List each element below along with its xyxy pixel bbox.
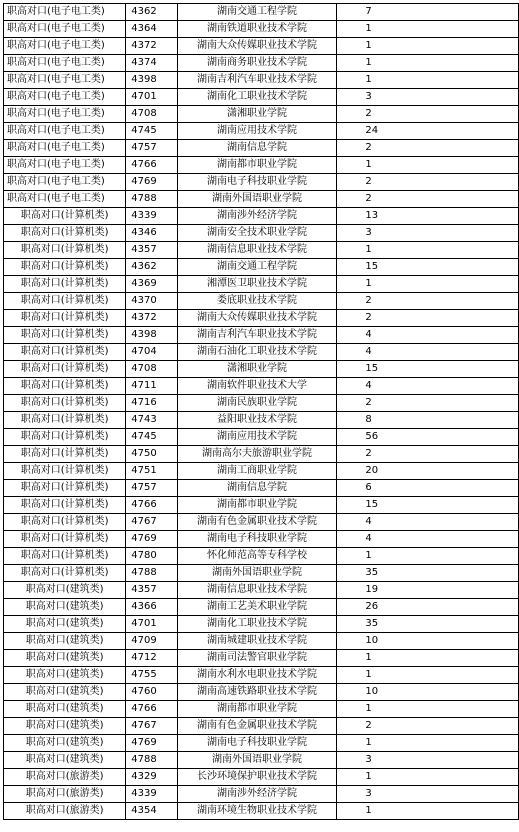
school-cell: 湖南都市职业学院 [177, 497, 337, 514]
table-row [4, 378, 519, 395]
count-cell: 10 [337, 633, 519, 650]
category-cell: 职高对口(计算机类) [4, 276, 126, 293]
category-cell: 职高对口(建筑类) [4, 735, 126, 752]
table-row [4, 429, 519, 446]
count-cell: 6 [337, 480, 519, 497]
count-cell: 35 [337, 616, 519, 633]
school-cell: 湖南电子科技职业学院 [177, 531, 337, 548]
school-cell: 湖南电子科技职业学院 [177, 735, 337, 752]
table-row [4, 242, 519, 259]
code-cell: 4362 [126, 259, 177, 276]
code-cell: 4769 [126, 735, 177, 752]
school-cell: 湖南吉利汽车职业技术学院 [177, 327, 337, 344]
count-cell: 35 [337, 565, 519, 582]
code-cell: 4757 [126, 480, 177, 497]
school-cell: 湖南环境生物职业技术学院 [177, 803, 337, 820]
table-row [4, 123, 519, 140]
code-cell: 4346 [126, 225, 177, 242]
count-cell: 1 [337, 803, 519, 820]
table-row [4, 21, 519, 38]
count-cell: 1 [337, 242, 519, 259]
category-cell: 职高对口(建筑类) [4, 701, 126, 718]
category-cell: 职高对口(建筑类) [4, 599, 126, 616]
school-cell: 湖南民族职业学院 [177, 395, 337, 412]
code-cell: 4767 [126, 718, 177, 735]
school-cell: 湖南工商职业学院 [177, 463, 337, 480]
school-cell: 湖南信息学院 [177, 140, 337, 157]
code-cell: 4354 [126, 803, 177, 820]
code-cell: 4339 [126, 208, 177, 225]
school-cell: 湖南化工职业技术学院 [177, 89, 337, 106]
table-row [4, 684, 519, 701]
count-cell: 13 [337, 208, 519, 225]
code-cell: 4766 [126, 157, 177, 174]
table-row [4, 667, 519, 684]
code-cell: 4767 [126, 514, 177, 531]
table-row [4, 497, 519, 514]
count-cell: 1 [337, 276, 519, 293]
count-cell: 24 [337, 123, 519, 140]
code-cell: 4750 [126, 446, 177, 463]
count-cell: 2 [337, 140, 519, 157]
category-cell: 职高对口(电子电工类) [4, 4, 126, 21]
table-row [4, 4, 519, 21]
category-cell: 职高对口(电子电工类) [4, 106, 126, 123]
code-cell: 4701 [126, 616, 177, 633]
table-row [4, 565, 519, 582]
code-cell: 4357 [126, 242, 177, 259]
count-cell: 3 [337, 786, 519, 803]
table-row [4, 293, 519, 310]
code-cell: 4769 [126, 174, 177, 191]
school-cell: 湖南高尔夫旅游职业学院 [177, 446, 337, 463]
count-cell: 15 [337, 361, 519, 378]
code-cell: 4372 [126, 38, 177, 55]
category-cell: 职高对口(计算机类) [4, 242, 126, 259]
table-row [4, 310, 519, 327]
school-cell: 湖南有色金属职业技术学院 [177, 718, 337, 735]
count-cell: 26 [337, 599, 519, 616]
table-row [4, 38, 519, 55]
school-cell: 湖南大众传媒职业技术学院 [177, 310, 337, 327]
code-cell: 4701 [126, 89, 177, 106]
code-cell: 4745 [126, 429, 177, 446]
category-cell: 职高对口(旅游类) [4, 769, 126, 786]
table-row [4, 616, 519, 633]
school-cell: 湖南大众传媒职业技术学院 [177, 38, 337, 55]
school-cell: 湖南商务职业技术学院 [177, 55, 337, 72]
school-cell: 湖南吉利汽车职业技术学院 [177, 72, 337, 89]
code-cell: 4788 [126, 752, 177, 769]
school-cell: 湖南安全技术职业学院 [177, 225, 337, 242]
code-cell: 4398 [126, 72, 177, 89]
count-cell: 19 [337, 582, 519, 599]
category-cell: 职高对口(计算机类) [4, 395, 126, 412]
code-cell: 4751 [126, 463, 177, 480]
table-row [4, 548, 519, 565]
code-cell: 4364 [126, 21, 177, 38]
category-cell: 职高对口(计算机类) [4, 344, 126, 361]
category-cell: 职高对口(计算机类) [4, 327, 126, 344]
school-cell: 湖南电子科技职业学院 [177, 174, 337, 191]
count-cell: 1 [337, 667, 519, 684]
category-cell: 职高对口(电子电工类) [4, 157, 126, 174]
table-row [4, 718, 519, 735]
code-cell: 4329 [126, 769, 177, 786]
school-cell: 长沙环境保护职业技术学院 [177, 769, 337, 786]
table-row [4, 582, 519, 599]
category-cell: 职高对口(建筑类) [4, 667, 126, 684]
school-cell: 湖南涉外经济学院 [177, 208, 337, 225]
category-cell: 职高对口(计算机类) [4, 361, 126, 378]
school-cell: 益阳职业技术学院 [177, 412, 337, 429]
code-cell: 4704 [126, 344, 177, 361]
table-row [4, 191, 519, 208]
category-cell: 职高对口(计算机类) [4, 310, 126, 327]
category-cell: 职高对口(计算机类) [4, 446, 126, 463]
table-row [4, 174, 519, 191]
code-cell: 4769 [126, 531, 177, 548]
code-cell: 4788 [126, 191, 177, 208]
table-row [4, 752, 519, 769]
table-row [4, 344, 519, 361]
school-cell: 湖南司法警官职业学院 [177, 650, 337, 667]
category-cell: 职高对口(电子电工类) [4, 89, 126, 106]
category-cell: 职高对口(电子电工类) [4, 191, 126, 208]
school-cell: 娄底职业技术学院 [177, 293, 337, 310]
category-cell: 职高对口(计算机类) [4, 463, 126, 480]
code-cell: 4757 [126, 140, 177, 157]
category-cell: 职高对口(计算机类) [4, 429, 126, 446]
school-cell: 湖南信息职业技术学院 [177, 242, 337, 259]
table-row [4, 599, 519, 616]
table-row [4, 480, 519, 497]
table-row [4, 735, 519, 752]
code-cell: 4766 [126, 701, 177, 718]
code-cell: 4398 [126, 327, 177, 344]
table-body [4, 4, 519, 820]
table-row [4, 225, 519, 242]
category-cell: 职高对口(计算机类) [4, 514, 126, 531]
category-cell: 职高对口(计算机类) [4, 497, 126, 514]
category-cell: 职高对口(计算机类) [4, 548, 126, 565]
count-cell: 15 [337, 259, 519, 276]
table-row [4, 446, 519, 463]
school-cell: 潇湘职业学院 [177, 106, 337, 123]
table-row [4, 106, 519, 123]
count-cell: 2 [337, 293, 519, 310]
school-cell: 湖南城建职业技术学院 [177, 633, 337, 650]
category-cell: 职高对口(电子电工类) [4, 55, 126, 72]
table-row [4, 769, 519, 786]
school-cell: 湖南应用技术学院 [177, 429, 337, 446]
school-cell: 潇湘职业学院 [177, 361, 337, 378]
school-cell: 湖南有色金属职业技术学院 [177, 514, 337, 531]
school-cell: 湖南软件职业技术大学 [177, 378, 337, 395]
table-row [4, 395, 519, 412]
category-cell: 职高对口(电子电工类) [4, 38, 126, 55]
count-cell: 2 [337, 446, 519, 463]
table-row [4, 514, 519, 531]
code-cell: 4760 [126, 684, 177, 701]
code-cell: 4374 [126, 55, 177, 72]
school-cell: 湖南高速铁路职业技术学院 [177, 684, 337, 701]
table-row [4, 633, 519, 650]
admissions-table-container [3, 3, 519, 820]
code-cell: 4711 [126, 378, 177, 395]
school-cell: 湖南化工职业技术学院 [177, 616, 337, 633]
school-cell: 湖南涉外经济学院 [177, 786, 337, 803]
count-cell: 4 [337, 531, 519, 548]
category-cell: 职高对口(电子电工类) [4, 174, 126, 191]
school-cell: 怀化师范高等专科学校 [177, 548, 337, 565]
table-row [4, 786, 519, 803]
table-row [4, 208, 519, 225]
school-cell: 湖南外国语职业学院 [177, 752, 337, 769]
code-cell: 4780 [126, 548, 177, 565]
table-row [4, 412, 519, 429]
code-cell: 4362 [126, 4, 177, 21]
code-cell: 4755 [126, 667, 177, 684]
count-cell: 20 [337, 463, 519, 480]
category-cell: 职高对口(计算机类) [4, 531, 126, 548]
count-cell: 2 [337, 191, 519, 208]
school-cell: 湘潭医卫职业技术学院 [177, 276, 337, 293]
count-cell: 1 [337, 38, 519, 55]
count-cell: 1 [337, 72, 519, 89]
table-row [4, 259, 519, 276]
code-cell: 4369 [126, 276, 177, 293]
count-cell: 1 [337, 21, 519, 38]
category-cell: 职高对口(建筑类) [4, 633, 126, 650]
count-cell: 1 [337, 548, 519, 565]
table-row [4, 89, 519, 106]
school-cell: 湖南交通工程学院 [177, 259, 337, 276]
count-cell: 8 [337, 412, 519, 429]
count-cell: 3 [337, 752, 519, 769]
code-cell: 4766 [126, 497, 177, 514]
count-cell: 2 [337, 310, 519, 327]
category-cell: 职高对口(计算机类) [4, 208, 126, 225]
code-cell: 4709 [126, 633, 177, 650]
count-cell: 2 [337, 174, 519, 191]
code-cell: 4788 [126, 565, 177, 582]
count-cell: 1 [337, 701, 519, 718]
category-cell: 职高对口(计算机类) [4, 293, 126, 310]
code-cell: 4339 [126, 786, 177, 803]
category-cell: 职高对口(建筑类) [4, 718, 126, 735]
school-cell: 湖南信息学院 [177, 480, 337, 497]
category-cell: 职高对口(电子电工类) [4, 140, 126, 157]
table-row [4, 72, 519, 89]
admissions-table [3, 3, 519, 820]
table-row [4, 157, 519, 174]
count-cell: 3 [337, 225, 519, 242]
table-row [4, 531, 519, 548]
table-row [4, 276, 519, 293]
category-cell: 职高对口(计算机类) [4, 378, 126, 395]
code-cell: 4708 [126, 361, 177, 378]
school-cell: 湖南都市职业学院 [177, 157, 337, 174]
category-cell: 职高对口(电子电工类) [4, 21, 126, 38]
category-cell: 职高对口(计算机类) [4, 480, 126, 497]
category-cell: 职高对口(旅游类) [4, 786, 126, 803]
count-cell: 4 [337, 378, 519, 395]
category-cell: 职高对口(建筑类) [4, 650, 126, 667]
code-cell: 4712 [126, 650, 177, 667]
table-row [4, 327, 519, 344]
category-cell: 职高对口(电子电工类) [4, 123, 126, 140]
code-cell: 4370 [126, 293, 177, 310]
school-cell: 湖南都市职业学院 [177, 701, 337, 718]
count-cell: 15 [337, 497, 519, 514]
school-cell: 湖南应用技术学院 [177, 123, 337, 140]
category-cell: 职高对口(建筑类) [4, 616, 126, 633]
table-row [4, 650, 519, 667]
count-cell: 1 [337, 769, 519, 786]
table-row [4, 140, 519, 157]
table-row [4, 463, 519, 480]
category-cell: 职高对口(建筑类) [4, 752, 126, 769]
category-cell: 职高对口(建筑类) [4, 582, 126, 599]
count-cell: 56 [337, 429, 519, 446]
count-cell: 4 [337, 514, 519, 531]
school-cell: 湖南石油化工职业技术学院 [177, 344, 337, 361]
school-cell: 湖南交通工程学院 [177, 4, 337, 21]
category-cell: 职高对口(电子电工类) [4, 72, 126, 89]
code-cell: 4743 [126, 412, 177, 429]
category-cell: 职高对口(建筑类) [4, 684, 126, 701]
code-cell: 4708 [126, 106, 177, 123]
table-row [4, 803, 519, 820]
table-row [4, 701, 519, 718]
school-cell: 湖南外国语职业学院 [177, 565, 337, 582]
count-cell: 3 [337, 89, 519, 106]
school-cell: 湖南水利水电职业技术学院 [177, 667, 337, 684]
code-cell: 4745 [126, 123, 177, 140]
count-cell: 1 [337, 55, 519, 72]
count-cell: 1 [337, 650, 519, 667]
category-cell: 职高对口(计算机类) [4, 565, 126, 582]
count-cell: 4 [337, 327, 519, 344]
category-cell: 职高对口(旅游类) [4, 803, 126, 820]
school-cell: 湖南工艺美术职业学院 [177, 599, 337, 616]
code-cell: 4372 [126, 310, 177, 327]
count-cell: 1 [337, 157, 519, 174]
school-cell: 湖南外国语职业学院 [177, 191, 337, 208]
count-cell: 1 [337, 735, 519, 752]
category-cell: 职高对口(计算机类) [4, 225, 126, 242]
code-cell: 4357 [126, 582, 177, 599]
school-cell: 湖南信息职业技术学院 [177, 582, 337, 599]
table-row [4, 55, 519, 72]
table-row [4, 361, 519, 378]
category-cell: 职高对口(计算机类) [4, 412, 126, 429]
code-cell: 4366 [126, 599, 177, 616]
category-cell: 职高对口(计算机类) [4, 259, 126, 276]
count-cell: 2 [337, 718, 519, 735]
count-cell: 7 [337, 4, 519, 21]
count-cell: 2 [337, 106, 519, 123]
count-cell: 2 [337, 395, 519, 412]
count-cell: 10 [337, 684, 519, 701]
code-cell: 4716 [126, 395, 177, 412]
school-cell: 湖南铁道职业技术学院 [177, 21, 337, 38]
count-cell: 4 [337, 344, 519, 361]
